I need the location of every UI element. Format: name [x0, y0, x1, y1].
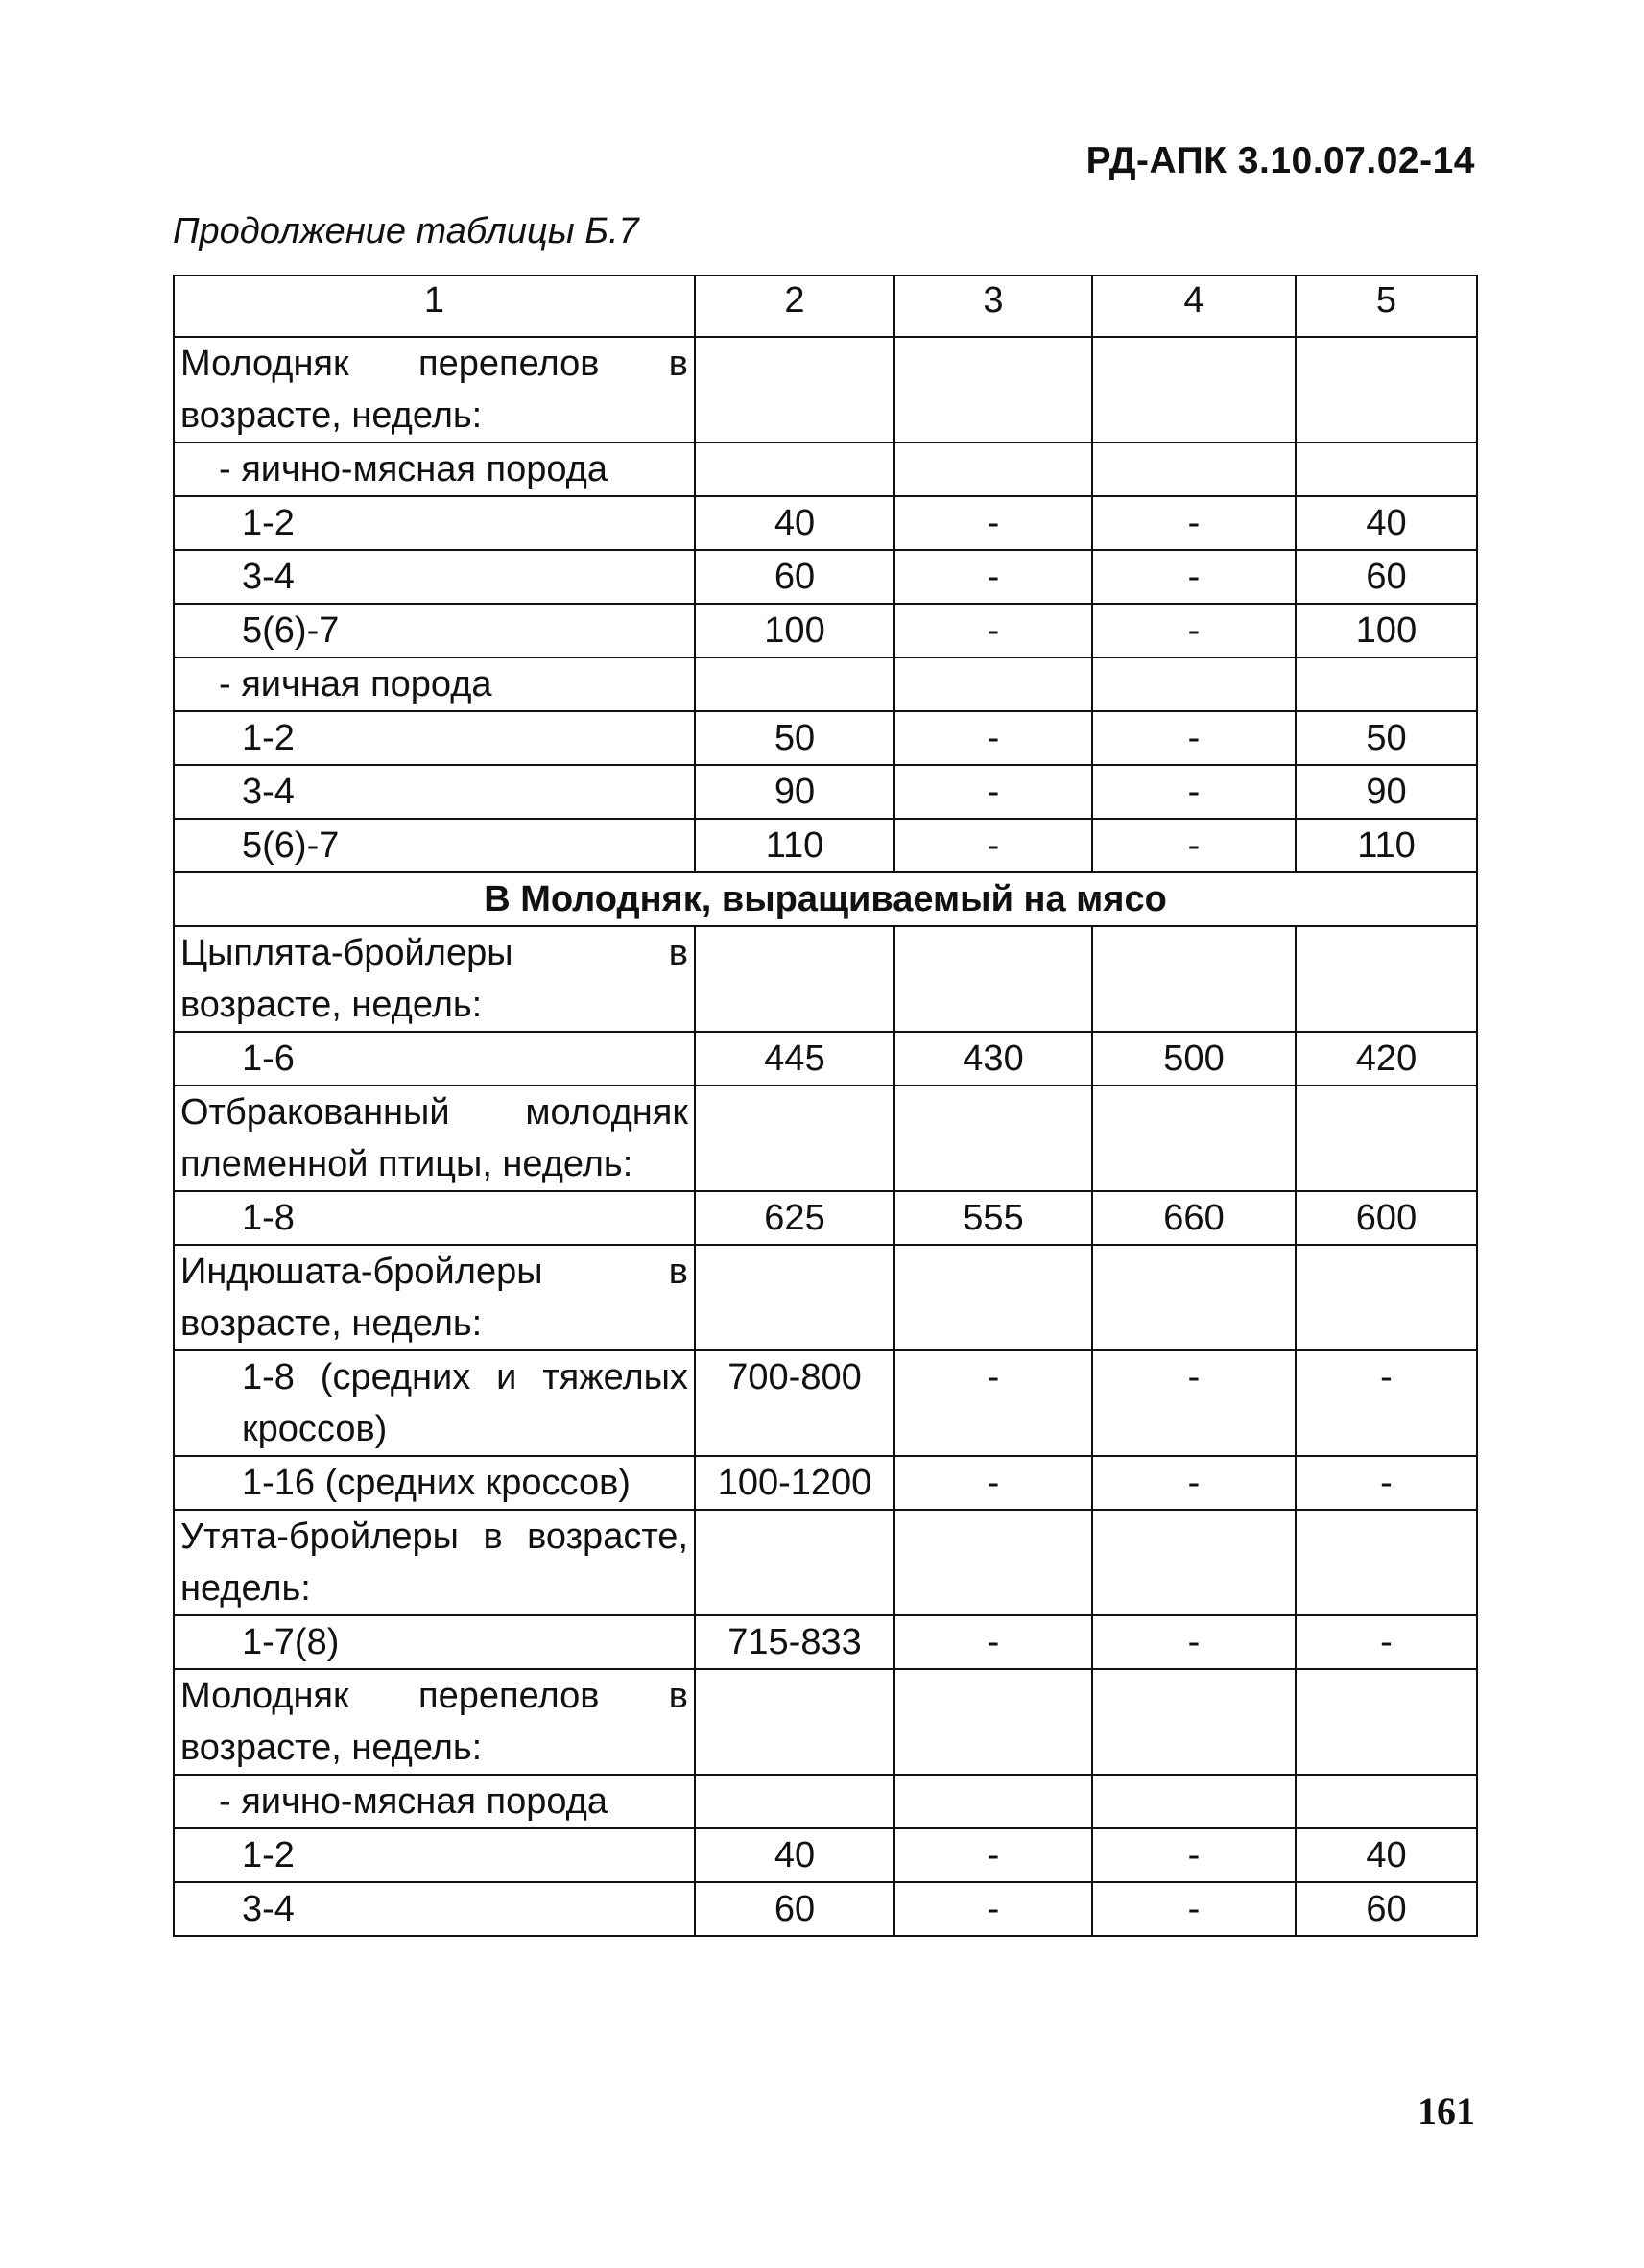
value-cell: 60 — [1296, 550, 1477, 604]
table-row — [174, 1882, 1477, 1936]
value-cell: 430 — [894, 1032, 1092, 1086]
row-label: 3-4 — [174, 550, 695, 604]
value-cell: - — [1092, 496, 1296, 550]
table-row — [174, 1032, 1477, 1086]
value-cell: - — [1092, 1882, 1296, 1936]
value-cell — [695, 442, 894, 496]
value-cell — [1092, 926, 1296, 1032]
table-row — [174, 1669, 1477, 1775]
table-row — [174, 1350, 1477, 1456]
column-header: 2 — [695, 275, 894, 337]
table-row — [174, 337, 1477, 442]
value-cell: 60 — [1296, 1882, 1477, 1936]
value-cell: 90 — [695, 765, 894, 819]
value-cell: 50 — [1296, 711, 1477, 765]
value-cell: - — [894, 550, 1092, 604]
row-label: 3-4 — [174, 765, 695, 819]
column-header: 1 — [174, 275, 695, 337]
row-label: 1-2 — [174, 711, 695, 765]
value-cell: - — [1092, 765, 1296, 819]
value-cell — [894, 1086, 1092, 1191]
column-header: 5 — [1296, 275, 1477, 337]
table-row — [174, 819, 1477, 872]
table-row — [174, 1191, 1477, 1245]
value-cell — [1092, 1669, 1296, 1775]
table-row — [174, 1775, 1477, 1828]
table-row — [174, 1510, 1477, 1615]
value-cell — [695, 1669, 894, 1775]
row-label: Индюшата-бройлеры в возрасте, недель: — [174, 1245, 695, 1350]
value-cell — [695, 1775, 894, 1828]
value-cell: 40 — [695, 1828, 894, 1882]
value-cell: - — [1296, 1350, 1477, 1456]
value-cell — [695, 926, 894, 1032]
value-cell: 50 — [695, 711, 894, 765]
page-number: 161 — [1418, 2089, 1475, 2133]
row-label: 1-6 — [174, 1032, 695, 1086]
value-cell: - — [1092, 819, 1296, 872]
value-cell — [695, 1086, 894, 1191]
value-cell — [1092, 1245, 1296, 1350]
column-header: 4 — [1092, 275, 1296, 337]
row-label: 1-7(8) — [174, 1615, 695, 1669]
value-cell: - — [1092, 1615, 1296, 1669]
value-cell: 660 — [1092, 1191, 1296, 1245]
table-row — [174, 1456, 1477, 1510]
value-cell: 420 — [1296, 1032, 1477, 1086]
row-label: 3-4 — [174, 1882, 695, 1936]
value-cell — [894, 337, 1092, 442]
table-row — [174, 442, 1477, 496]
value-cell — [1092, 442, 1296, 496]
table-header-row — [174, 275, 1477, 337]
row-label: 5(6)-7 — [174, 604, 695, 657]
value-cell: 555 — [894, 1191, 1092, 1245]
value-cell: - — [1092, 1456, 1296, 1510]
table-row — [174, 550, 1477, 604]
value-cell: 90 — [1296, 765, 1477, 819]
value-cell: - — [1092, 550, 1296, 604]
value-cell: - — [894, 1456, 1092, 1510]
value-cell: - — [1296, 1615, 1477, 1669]
row-label: Молодняк перепелов в возрасте, недель: — [174, 1669, 695, 1775]
value-cell — [894, 1669, 1092, 1775]
value-cell — [1296, 1669, 1477, 1775]
value-cell: 715-833 — [695, 1615, 894, 1669]
section-row — [174, 872, 1477, 926]
value-cell — [894, 657, 1092, 711]
value-cell: - — [1296, 1456, 1477, 1510]
row-label: Утята-бройлеры в возрасте, недель: — [174, 1510, 695, 1615]
data-table — [173, 275, 1478, 1937]
row-label: 5(6)-7 — [174, 819, 695, 872]
value-cell — [695, 1510, 894, 1615]
value-cell: - — [894, 765, 1092, 819]
value-cell — [894, 1775, 1092, 1828]
value-cell: 445 — [695, 1032, 894, 1086]
value-cell: - — [1092, 604, 1296, 657]
value-cell: - — [1092, 711, 1296, 765]
table-row — [174, 1245, 1477, 1350]
value-cell — [695, 1245, 894, 1350]
table-caption: Продолжение таблицы Б.7 — [173, 211, 639, 251]
value-cell: 60 — [695, 1882, 894, 1936]
value-cell: - — [894, 1828, 1092, 1882]
value-cell: 100 — [695, 604, 894, 657]
table-row — [174, 711, 1477, 765]
column-header: 3 — [894, 275, 1092, 337]
value-cell — [695, 657, 894, 711]
value-cell: 110 — [1296, 819, 1477, 872]
value-cell: 100-1200 — [695, 1456, 894, 1510]
row-label: 1-2 — [174, 1828, 695, 1882]
value-cell — [1092, 337, 1296, 442]
value-cell: 40 — [1296, 496, 1477, 550]
value-cell — [1296, 1086, 1477, 1191]
value-cell — [1092, 1086, 1296, 1191]
document-code: РД-АПК 3.10.07.02-14 — [1085, 140, 1475, 181]
value-cell: 40 — [1296, 1828, 1477, 1882]
value-cell — [1296, 926, 1477, 1032]
value-cell: - — [894, 819, 1092, 872]
value-cell: - — [894, 1350, 1092, 1456]
value-cell: - — [1092, 1828, 1296, 1882]
value-cell — [1092, 657, 1296, 711]
value-cell: - — [894, 496, 1092, 550]
value-cell: 100 — [1296, 604, 1477, 657]
value-cell — [894, 1245, 1092, 1350]
row-label: - яично-мясная порода — [174, 1775, 695, 1828]
value-cell — [1092, 1510, 1296, 1615]
value-cell — [1296, 657, 1477, 711]
row-label: Отбракованный молодняк племенной птицы, недель: — [174, 1086, 695, 1191]
row-label: Цыплята-бройлеры в возрасте, недель: — [174, 926, 695, 1032]
value-cell — [1296, 1510, 1477, 1615]
value-cell: 60 — [695, 550, 894, 604]
table-row — [174, 926, 1477, 1032]
value-cell: - — [894, 604, 1092, 657]
row-label: - яично-мясная порода — [174, 442, 695, 496]
value-cell — [894, 926, 1092, 1032]
table-row — [174, 1615, 1477, 1669]
table-row — [174, 657, 1477, 711]
table-row — [174, 1086, 1477, 1191]
table-row — [174, 765, 1477, 819]
value-cell: - — [1092, 1350, 1296, 1456]
value-cell — [1296, 442, 1477, 496]
value-cell — [1092, 1775, 1296, 1828]
value-cell — [894, 1510, 1092, 1615]
row-label: - яичная порода — [174, 657, 695, 711]
row-label: Молодняк перепелов в возрасте, недель: — [174, 337, 695, 442]
value-cell: 625 — [695, 1191, 894, 1245]
value-cell — [894, 442, 1092, 496]
row-label: 1-8 (средних и тяжелых кроссов) — [174, 1350, 695, 1456]
row-label: 1-2 — [174, 496, 695, 550]
row-label: 1-16 (средних кроссов) — [174, 1456, 695, 1510]
value-cell — [695, 337, 894, 442]
value-cell — [1296, 1245, 1477, 1350]
value-cell: - — [894, 1882, 1092, 1936]
value-cell: 600 — [1296, 1191, 1477, 1245]
value-cell — [1296, 337, 1477, 442]
value-cell: - — [894, 711, 1092, 765]
table-row — [174, 604, 1477, 657]
value-cell — [1296, 1775, 1477, 1828]
value-cell: 700-800 — [695, 1350, 894, 1456]
section-title: В Молодняк, выращиваемый на мясо — [174, 872, 1477, 926]
table-row — [174, 496, 1477, 550]
table-row — [174, 1828, 1477, 1882]
value-cell: - — [894, 1615, 1092, 1669]
value-cell: 110 — [695, 819, 894, 872]
row-label: 1-8 — [174, 1191, 695, 1245]
value-cell: 500 — [1092, 1032, 1296, 1086]
value-cell: 40 — [695, 496, 894, 550]
